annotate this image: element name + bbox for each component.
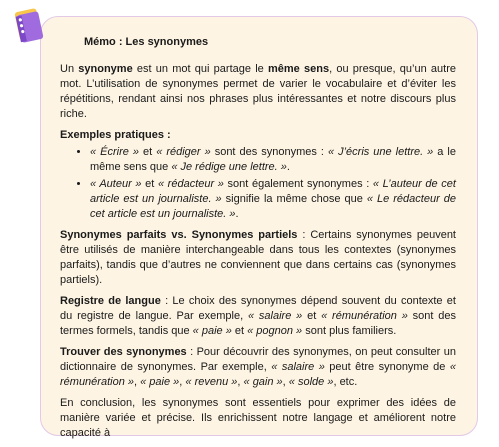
registre-text: et xyxy=(302,310,322,322)
intro-text: est un mot qui partage le xyxy=(132,63,268,75)
intro-text: Un xyxy=(60,63,79,75)
example-item xyxy=(90,145,456,175)
example-text: signifie la même chose que xyxy=(221,193,367,205)
trouver-text: peut être synonyme de xyxy=(324,361,450,373)
trouver-term: « solde » xyxy=(288,376,334,388)
conclusion-paragraph: En conclusion, les synonymes sont essentiels pour exprimer des idées de manière variée et précise. Ils enrichissent notre langage et améliorent notre capacité à xyxy=(60,397,456,439)
example-text: . xyxy=(235,208,239,220)
parfaits-text: : Certains synonymes peuvent être utilisés de manière interchangeable dans tous les contextes (synonymes parfaits), tandis que d’autres ne conviennent que dans certains cas (synonymes partiels). xyxy=(60,229,456,286)
registre-term: « rémunération » xyxy=(321,310,408,322)
intro-bold: synonyme xyxy=(78,63,133,75)
notebook-icon xyxy=(8,4,48,48)
example-term: « Écrire » xyxy=(90,146,139,158)
example-term: « rédacteur » xyxy=(157,178,224,190)
examples-list xyxy=(60,145,456,222)
memo-content xyxy=(60,62,456,447)
intro-paragraph xyxy=(60,62,456,122)
registre-term: « pognon » xyxy=(247,325,303,337)
registre-term: « salaire » xyxy=(247,310,303,322)
trouver-term: « rémunération » xyxy=(60,361,456,388)
trouver-term: « revenu » xyxy=(185,376,238,388)
memo-title: Mémo : Les synonymes xyxy=(84,36,209,48)
registre-text: et xyxy=(231,325,248,337)
trouver-text: , xyxy=(237,376,244,388)
registre-paragraph xyxy=(60,294,456,339)
example-item xyxy=(90,177,456,222)
example-term: « Auteur » xyxy=(90,178,142,190)
intro-text: , ou presque, qu’un autre mot. L’utilisation de synonymes permet de varier le vocabulaire et d’éviter les répétitions, rendant ainsi nos phrases plus intéressantes et notre discours plus riche. xyxy=(60,63,457,120)
intro-bold: même sens xyxy=(267,63,330,75)
trouver-term: « gain » xyxy=(243,376,283,388)
example-sentence: « Je rédige une lettre. » xyxy=(171,161,287,173)
trouver-term: « salaire » xyxy=(271,361,325,373)
trouver-text: , etc. xyxy=(333,376,358,388)
example-sentence: « J’écris une lettre. » xyxy=(327,146,434,158)
parfaits-paragraph xyxy=(60,228,456,288)
trouver-heading: Trouver des synonymes xyxy=(60,346,187,358)
registre-text: : Le choix des synonymes dépend souvent du contexte et du registre de langue. Par exemple, xyxy=(60,295,456,322)
registre-text: sont des termes formels, tandis que xyxy=(60,310,456,337)
example-text: et xyxy=(138,146,157,158)
example-text: a le même sens que xyxy=(90,146,456,173)
registre-text: sont plus familiers. xyxy=(302,325,397,337)
trouver-text: : Pour découvrir des synonymes, on peut consulter un dictionnaire de synonymes. Par exemple, xyxy=(60,346,456,373)
registre-heading: Registre de langue xyxy=(60,295,161,307)
example-text: . xyxy=(286,161,290,173)
trouver-paragraph xyxy=(60,345,456,390)
example-text: sont des synonymes : xyxy=(210,146,328,158)
trouver-text: , xyxy=(179,376,186,388)
trouver-text: , xyxy=(134,376,141,388)
example-text: sont également synonymes : xyxy=(223,178,373,190)
example-text: et xyxy=(141,178,158,190)
parfaits-heading: Synonymes parfaits vs. Synonymes partiels xyxy=(60,229,298,241)
example-sentence: « Le rédacteur de cet article est un journaliste. » xyxy=(90,193,456,220)
examples-heading: Exemples pratiques : xyxy=(60,129,171,141)
example-sentence: « L’auteur de cet article est un journaliste. » xyxy=(90,178,456,205)
trouver-term: « paie » xyxy=(140,376,180,388)
example-term: « rédiger » xyxy=(156,146,211,158)
trouver-text: , xyxy=(282,376,289,388)
registre-term: « paie » xyxy=(192,325,232,337)
